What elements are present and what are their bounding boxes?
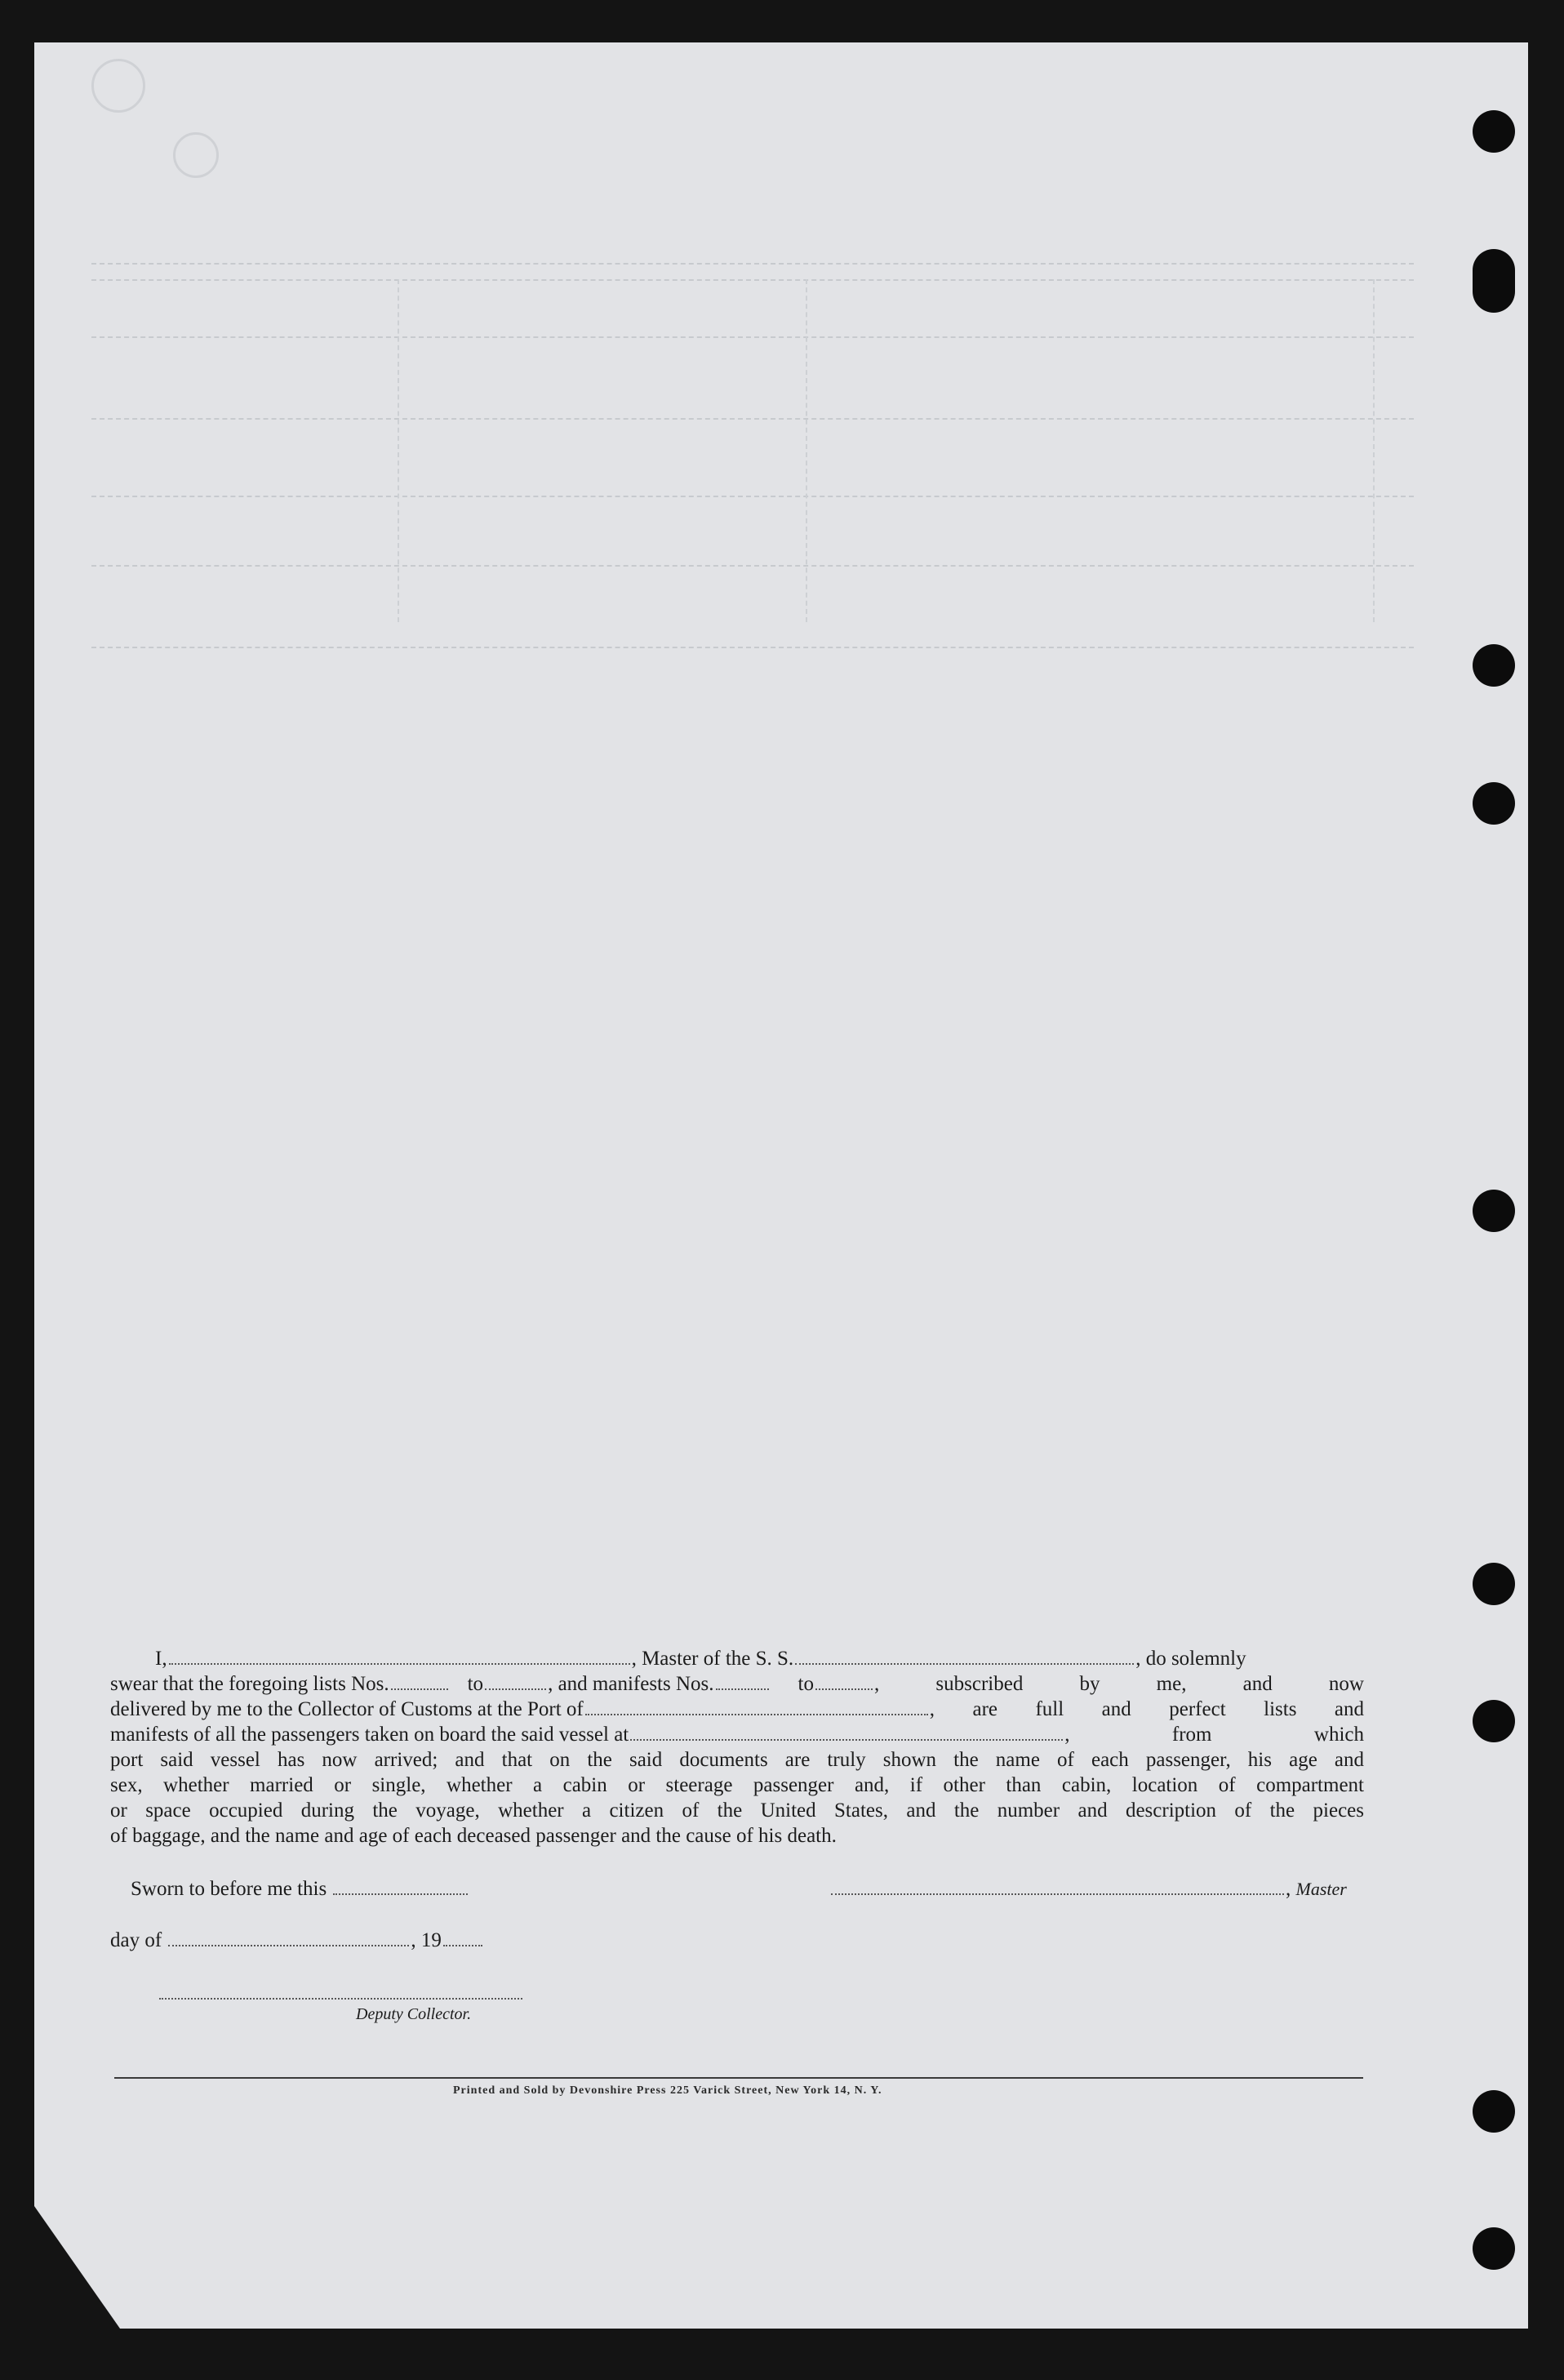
faint-column-rule: [398, 279, 399, 622]
faint-column-rule: [1373, 279, 1375, 622]
oath-line: [110, 1722, 1364, 1747]
oath-line: sex, whether married or single, whether a cabin or steerage passenger and, if other than cabin, location of compartment: [110, 1774, 1364, 1796]
month-blank[interactable]: [168, 1928, 409, 1946]
manifest-page: [34, 42, 1528, 2329]
binder-hole: [1473, 2090, 1515, 2133]
oath-text: , Master of the S. S.: [631, 1648, 794, 1670]
sworn-line: [131, 1877, 469, 1901]
faint-rule: [91, 647, 1414, 648]
oath-line: port said vessel has now arrived; and that on the said documents are truly shown the name of each passenger, his age and: [110, 1749, 1364, 1771]
oath-text: swear that the foregoing lists Nos.: [110, 1673, 389, 1695]
oath-text: manifests of all the passengers taken on board the said vessel at: [110, 1724, 629, 1746]
oath-text: , from which: [1064, 1724, 1364, 1746]
master-oath-paragraph: [110, 1646, 1364, 1848]
binder-hole: [1473, 644, 1515, 687]
footer-rule: [114, 2077, 1363, 2079]
manifests-to-blank[interactable]: [815, 1672, 873, 1690]
day-of-line: day of , 19: [110, 1928, 484, 1952]
oath-text: to: [467, 1673, 484, 1695]
sworn-day-blank[interactable]: [333, 1877, 468, 1895]
ship-name-blank[interactable]: [795, 1647, 1134, 1665]
collector-signature-blank[interactable]: [159, 1998, 522, 2000]
master-signature-blank[interactable]: [831, 1877, 1284, 1895]
faint-rule: [91, 418, 1414, 420]
deputy-collector-label: Deputy Collector.: [356, 2005, 472, 2023]
oath-text: delivered by me to the Collector of Customs at the Port of: [110, 1698, 584, 1720]
port-blank[interactable]: [585, 1697, 928, 1715]
oath-line: of baggage, and the name and age of each deceased passenger and the cause of his death.: [110, 1825, 837, 1847]
day-of-label: day of: [110, 1929, 162, 1951]
faint-rule: [91, 565, 1414, 567]
faint-rule: [91, 496, 1414, 497]
year-blank[interactable]: [443, 1928, 482, 1946]
oath-text: , are full and perfect lists and: [929, 1698, 1364, 1720]
oath-line: [110, 1646, 1364, 1671]
printer-imprint: Printed and Sold by Devonshire Press 225 Varick Street, New York 14, N. Y.: [453, 2084, 882, 2097]
faint-rule: [91, 263, 1414, 265]
sworn-label: Sworn to before me this: [131, 1878, 327, 1900]
master-label: Master: [1295, 1879, 1347, 1899]
binder-hole: [1473, 1190, 1515, 1232]
master-signature-line: , Master: [829, 1877, 1347, 1901]
oath-text: , do solemnly: [1135, 1648, 1246, 1670]
lists-to-blank[interactable]: [485, 1672, 546, 1690]
oath-text: , subscribed by me, and now: [873, 1673, 1364, 1695]
oath-text: , and manifests Nos.: [548, 1673, 714, 1695]
departure-port-blank[interactable]: [630, 1723, 1063, 1741]
faint-rule: [91, 279, 1414, 281]
oath-line: [110, 1697, 1364, 1722]
master-name-blank[interactable]: [169, 1647, 630, 1665]
stamp-smudge: [173, 132, 219, 178]
stamp-smudge: [91, 59, 145, 113]
binder-hole: [1473, 1563, 1515, 1605]
faint-rule: [91, 336, 1414, 338]
binder-hole: [1473, 2227, 1515, 2270]
binder-hole: [1473, 1700, 1515, 1742]
binder-hole: [1473, 782, 1515, 825]
oath-line: [110, 1671, 1364, 1697]
binder-hole: [1473, 110, 1515, 153]
faint-column-rule: [806, 279, 807, 622]
oath-line: or space occupied during the voyage, whether a citizen of the United States, and the number and description of the pieces: [110, 1799, 1364, 1822]
lists-from-blank[interactable]: [391, 1672, 448, 1690]
binder-hole: [1473, 249, 1515, 313]
year-prefix: 19: [420, 1929, 442, 1951]
oath-text: to: [798, 1673, 814, 1695]
manifests-from-blank[interactable]: [716, 1672, 769, 1690]
oath-text: I,: [155, 1648, 167, 1670]
